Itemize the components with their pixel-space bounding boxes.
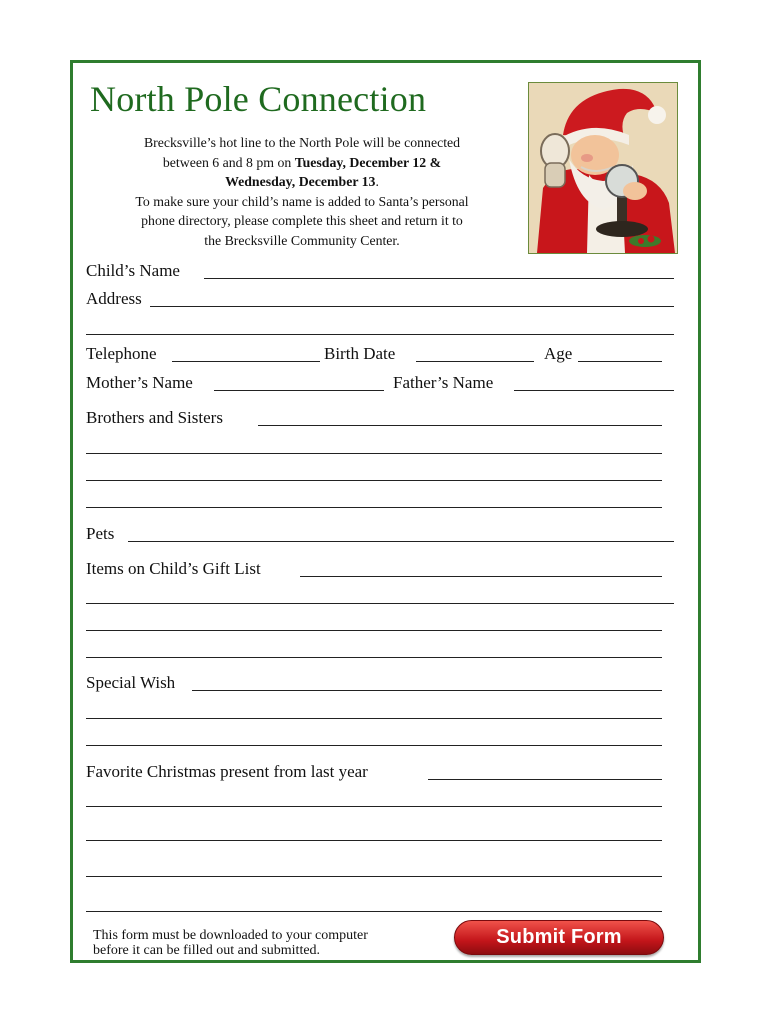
age-label: Age [544,344,573,363]
intro-date-1: Tuesday, December 12 & [294,154,442,170]
telephone-label: Telephone [86,344,157,363]
address-field-2[interactable] [86,334,674,335]
mothers-name-field[interactable] [214,390,384,391]
download-note-line: This form must be downloaded to your computer [93,928,368,943]
birth-date-field[interactable] [416,361,534,362]
age-field[interactable] [578,361,662,362]
mothers-name-label: Mother’s Name [86,373,193,392]
favorite-present-field-5[interactable] [86,911,662,912]
page-title: North Pole Connection [90,79,427,119]
santa-image [528,82,678,254]
fathers-name-label: Father’s Name [393,373,494,392]
download-note-line: before it can be filled out and submitted. [93,943,321,958]
download-note [93,928,453,958]
gift-list-field-2[interactable] [86,603,674,604]
childs-name-field[interactable] [204,278,674,279]
pets-label: Pets [86,524,115,543]
intro-line [92,172,512,192]
address-label: Address [86,289,142,308]
fathers-name-field[interactable] [514,390,674,391]
special-wish-field-3[interactable] [86,745,662,746]
favorite-present-field[interactable] [428,779,662,780]
pets-field[interactable] [128,541,674,542]
favorite-present-field-2[interactable] [86,806,662,807]
siblings-field-2[interactable] [86,453,662,454]
submit-form-button[interactable]: Submit Form [454,920,664,955]
intro-line [92,153,512,173]
gift-list-field-3[interactable] [86,630,662,631]
gift-list-field[interactable] [300,576,662,577]
gift-list-label: Items on Child’s Gift List [86,559,261,578]
siblings-field-3[interactable] [86,480,662,481]
intro-text: between 6 and 8 pm on [162,154,295,170]
special-wish-label: Special Wish [86,673,176,692]
siblings-field-4[interactable] [86,507,662,508]
intro-text: . [375,174,379,189]
favorite-present-field-3[interactable] [86,840,662,841]
birth-date-label: Birth Date [324,344,396,363]
childs-name-label: Child’s Name [86,261,180,280]
intro-line: Brecksville’s hot line to the North Pole will be connected [143,135,461,150]
intro-line: To make sure your child’s name is added to Santa’s personal [135,193,469,209]
special-wish-field[interactable] [192,690,662,691]
telephone-field[interactable] [172,361,320,362]
favorite-present-label: Favorite Christmas present from last year [86,762,368,781]
intro-paragraph [92,133,512,250]
siblings-label: Brothers and Sisters [86,408,223,427]
intro-line: phone directory, please complete this sheet and return it to [141,213,463,228]
intro-date-2: Wednesday, December 13 [225,174,376,189]
address-field[interactable] [150,306,674,307]
intro-line: the Brecksville Community Center. [204,232,400,248]
favorite-present-field-4[interactable] [86,876,662,877]
special-wish-field-2[interactable] [86,718,662,719]
gift-list-field-4[interactable] [86,657,662,658]
siblings-field[interactable] [258,425,662,426]
